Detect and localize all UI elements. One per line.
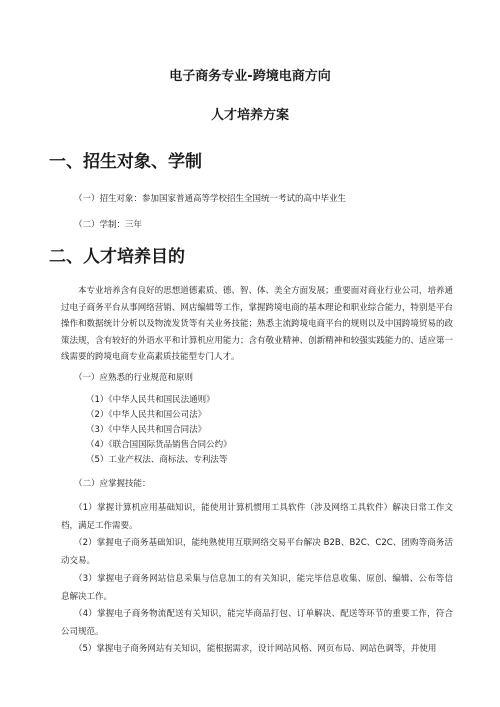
enrollment-target-line: （一）招生对象：参加国家普通高等学校招生全国统一考试的高中毕业生 [74,194,347,204]
skill-item: （2）掌握电子商务基础知识，能纯熟使用互联网络交易平台解决 B2B、B2C、C2C、团购等商务活动交易。 [61,538,453,566]
section-heading-training-goal: 二、人才培养目的 [49,247,185,267]
section-heading-enrollment: 一、招生对象、学制 [49,152,202,172]
training-goal-paragraph: 本专业培养含有良好的思想道德素质、德、智、体、美全方面发展；重要面对商业行业公司，培养通过电子商务平台从事网络营销、网店编辑等工作，掌握跨境电商的基本理论和职业综合能力，特别是平台操作和数据统计分析以及物流发货等有关业务技能；熟悉主流跨境电商平台的规则以及中国跨境贸易的政策法规，含有较好的外语水平和计算机应用能力；含有敬业精神、创新精神和较强实践能力的、适应第一线需要的跨境电商专业高素质技能型专门人才。 [61,286,453,363]
document-title: 电子商务专业-跨境电商方向 [169,69,331,84]
study-length-line: （二）学制：三年 [74,220,143,230]
law-item: （2）《中华人民共和国公司法》 [86,410,207,420]
skill-item: （4）掌握电子商务物流配送有关知识，能完毕商品打包、订单解决、配送等环节的重要工作，符合公司规范。 [61,609,453,637]
law-item: （1）《中华人民共和国民法通则》 [86,395,215,405]
skill-item: （5）掌握电子商务网站有关知识，能根据需求，设计网站风格、网页布局、网站色调等，并使用 [74,644,437,654]
law-item: （5）工业产权法、商标法、专利法等 [86,455,228,465]
document-subtitle: 人才培养方案 [210,108,289,123]
laws-subheading: （一）应熟悉的行业规范和原则 [74,373,194,383]
skills-subheading: （二）应掌握技能： [74,479,151,489]
law-item: （4）《联合国国际货品销售合同公约》 [86,440,232,450]
skill-item: （3）掌握电子商务网站信息采集与信息加工的有关知识，能完毕信息收集、原创、编辑、公布等信息解决工作。 [61,574,453,602]
skill-item: （1）掌握计算机应用基础知识，能使用计算机惯用工具软件（涉及网络工具软件）解决日常工作文档，满足工作需要。 [61,503,453,531]
law-item: （3）《中华人民共和国合同法》 [86,425,207,435]
